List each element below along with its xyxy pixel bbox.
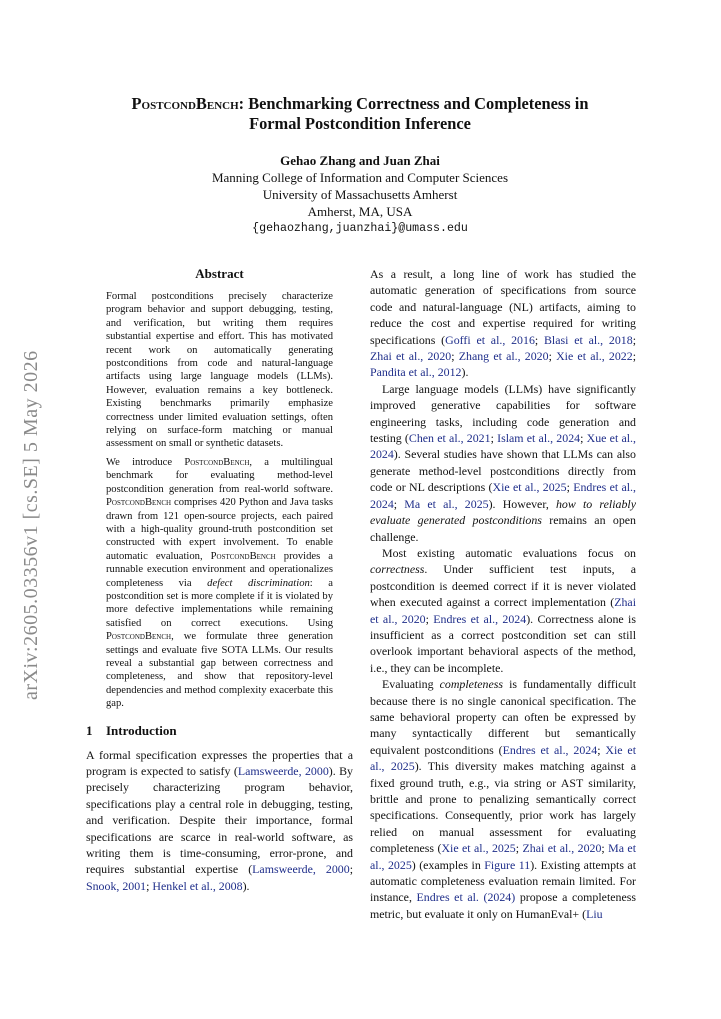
citation-link[interactable]: Endres et al., 2024 <box>502 742 598 757</box>
citation-link[interactable]: Zhai et al., 2020 <box>370 595 636 626</box>
figure-link[interactable]: Figure 11 <box>484 857 531 872</box>
text: A formal specification expresses the properties that a program is expected to satisfy ( <box>86 747 353 778</box>
citation-link[interactable]: Zhai et al., 2020 <box>370 349 452 364</box>
citation-link[interactable]: Ma et al., 2025 <box>404 496 489 511</box>
abstract-heading: Abstract <box>195 266 244 281</box>
benchmark-name: PostcondBench <box>210 550 276 562</box>
citation-link[interactable]: Xie et al., 2025 <box>492 480 567 495</box>
benchmark-name: PostcondBench <box>106 631 172 643</box>
text: propose a completeness metric, but evaluate it only on HumanEval+ ( <box>370 890 637 921</box>
abstract-paragraph-1: Formal postconditions precisely characterize program behavior and support debugging, testing, and verification, but writing them requires substantial expertise and effort. This has motivated recent work on automatically generating postconditions from code and natural-language artifacts using large language models (LLMs). However, evaluation remains a key bottleneck. Existing benchmarks primarily emphasize correctness under limited evaluation settings, often relying on surface-form matching or manual assessment on small or synthetic datasets. <box>106 291 333 450</box>
citation-link[interactable]: Islam et al., 2024 <box>497 431 581 446</box>
text: comprises 420 Python and Java tasks drawn from 121 open-source projects, each paired with a high-quality ground-truth postcondition set constructed with expert involvement. To enable automatic evaluation, <box>106 497 333 562</box>
citation-link[interactable]: Endres et al., 2024 <box>370 480 637 511</box>
citation-link[interactable]: Xie et al., 2025 <box>370 742 637 774</box>
emphasis: defect discrimination <box>207 577 310 589</box>
text: provides a runnable execution environment and operationalizes completeness via <box>106 550 333 589</box>
emphasis: correctness <box>370 562 425 577</box>
benchmark-name: PostcondBench <box>131 94 239 113</box>
paper-title <box>80 94 640 134</box>
emphasis: how to reliably evaluate generated postconditions <box>370 496 636 528</box>
left-column <box>86 266 353 894</box>
right-column <box>370 266 636 922</box>
text: ). By precisely characterizing program behavior, specifications play a central role in debugging, testing, and verification. Despite their importance, formal specifications are scarce in real-world software, as writing them is time-consuming, error-prone, and requires substantial expertise ( <box>86 764 353 877</box>
text: ). However, <box>488 496 556 511</box>
section-number: 1 <box>86 722 93 738</box>
citation-link[interactable]: Xie et al., 2022 <box>556 349 633 364</box>
text: : a postcondition set is more complete if it is violated by more defective implementations while remaining satisfied on correct executions. Using <box>106 577 334 629</box>
authors: Gehao Zhang and Juan Zhai <box>280 153 440 168</box>
intro-paragraph-1: A formal specification expresses the properties that a program is expected to satisfy (Lamsweerde, 2000). By precisely characterizing program behavior, specifications play a central role in debugging, testing, and verification. Despite their importance, formal specifications are scarce in real-world software, as writing them is time-consuming, error-prone, and requires substantial expertise (Lamsweerde, 2000; Snook, 2001; Henkel et al., 2008). <box>86 747 354 893</box>
citation-link[interactable]: Chen et al., 2021 <box>408 431 491 446</box>
text: ). Existing attempts at automatic completeness evaluation remain limited. For instance, <box>370 857 637 905</box>
paper-header <box>80 94 640 237</box>
citation-link[interactable]: Xie et al., 2025 <box>441 841 516 856</box>
text: Most existing automatic evaluations focus on <box>382 545 636 560</box>
citation-link[interactable]: Pandita et al., 2012 <box>370 365 462 380</box>
citation-link[interactable]: Liu <box>586 906 603 921</box>
citation-link[interactable]: Blasi et al., 2018 <box>544 332 633 347</box>
citation-link[interactable]: Endres et al., 2024 <box>433 611 527 626</box>
benchmark-name: PostcondBench <box>184 456 250 468</box>
citation-link[interactable]: Xue et al., 2024 <box>370 431 636 462</box>
abstract-paragraph-2 <box>106 456 333 711</box>
section-heading-introduction <box>86 723 353 739</box>
citation-link[interactable]: Ma et al., 2025 <box>370 841 637 872</box>
text: , a multilingual benchmark for evaluating method-level postcondition generation from real-world software. <box>106 456 334 495</box>
text: is fundamentally difficult because there is no single canonical specification. The same behavioral property can often be expressed by many syntactically different but semantically equivalent postconditions ( <box>370 677 636 757</box>
body-paragraph-1: As a result, a long line of work has studied the automatic generation of specifications from source code and natural-language (NL) artifacts, aiming to reduce the cost and expertise required for writing specifications (Goffi et al., 2016; Blasi et al., 2018; Zhai et al., 2020; Zhang et al., 2020; Xie et al., 2022; Pandita et al., 2012). <box>370 267 637 380</box>
text: ). <box>242 878 250 893</box>
citation-link[interactable]: Zhang et al., 2020 <box>458 349 549 364</box>
affiliation-line1: Manning College of Information and Computer Sciences <box>211 170 509 185</box>
citation-link[interactable]: Lamsweerde, 2000 <box>252 862 350 877</box>
text: , we formulate three generation settings and evaluate five SOTA LLMs. Our results reveal a substantial gap between correctness and completeness, and show that repository-level dependencies and method complexity exacerbate this gap. <box>106 631 333 710</box>
abstract-body <box>106 290 333 711</box>
citation-link[interactable]: Henkel et al., 2008 <box>152 878 243 893</box>
citation-link[interactable]: Goffi et al., 2016 <box>445 332 535 347</box>
text: ). Correctness alone is insufficient as a correct postcondition set can still overlook important behavioral aspects of the method, i.e., they can be incomplete. <box>370 611 636 675</box>
title-line2: Formal Postcondition Inference <box>249 114 471 133</box>
benchmark-name: PostcondBench <box>106 497 172 509</box>
section-title: Introduction <box>106 722 177 738</box>
text: Large language models (LLMs) have significantly improved generative capabilities for software engineering tasks, including code generation and testing ( <box>370 381 636 446</box>
body-paragraph-2: Large language models (LLMs) have significantly improved generative capabilities for software engineering tasks, including code generation and testing (Chen et al., 2021; Islam et al., 2024; Xue et al., 2024). Several studies have shown that LLMs can also generate method-level postconditions directly from code or NL descriptions (Xie et al., 2025; Endres et al., 2024; Ma et al., 2025). However, how to reliably evaluate generated postconditions remains an open challenge. <box>370 381 637 544</box>
body-paragraph-3: Most existing automatic evaluations focus on correctness. Under sufficient test inputs, a postcondition is deemed correct if it is never violated when executed against a correct implementation (Zhai et al., 2020; Endres et al., 2024). Correctness alone is insufficient as a correct postcondition set can still overlook important behavioral aspects of the method, i.e., they can be incomplete. <box>370 545 636 675</box>
emphasis: completeness <box>439 677 504 692</box>
text: Evaluating <box>382 677 440 692</box>
citation-link[interactable]: Zhai et al., 2020 <box>522 841 602 856</box>
text: ). This diversity makes matching against a fixed ground truth, e.g., via string or AST similarity, brittle and prone to penalizing semantically correct specifications. Consequently, prior work has largely relied on manual assessment for evaluating completeness ( <box>370 759 636 856</box>
citation-link[interactable]: Snook, 2001 <box>86 878 147 893</box>
citation-link[interactable]: Lamsweerde, 2000 <box>237 764 329 778</box>
text: As a result, a long line of work has studied the automatic generation of specifications from source code and natural-language (NL) artifacts, aiming to reduce the cost and expertise required for writing specifications ( <box>370 267 636 347</box>
text: We introduce <box>106 456 185 468</box>
text: . Under sufficient test inputs, a postcondition is deemed correct if it is never violated when executed against a correct implementation ( <box>370 562 636 610</box>
affiliation-line2: University of Massachusetts Amherst <box>262 187 458 202</box>
affiliation-line3: Amherst, MA, USA <box>307 204 413 219</box>
text: remains an open challenge. <box>370 513 636 544</box>
arxiv-watermark: arXiv:2605.03356v1 [cs.SE] 5 May 2026 <box>20 350 42 700</box>
body-paragraph-4: Evaluating completeness is fundamentally difficult because there is no single canonical specification. The same behavioral property can often be expressed by many syntactically different but semantically equivalent postconditions (Endres et al., 2024; Xie et al., 2025). This diversity makes matching against a fixed ground truth, e.g., via string or AST similarity, brittle and prone to penalizing semantically correct specifications. Consequently, prior work has largely relied on manual assessment for evaluating completeness (Xie et al., 2025; Zhai et al., 2020; Ma et al., 2025) (examples in Figure 11). Existing attempts at automatic completeness evaluation remain limited. For instance, Endres et al. (2024) propose a completeness metric, but evaluate it only on HumanEval+ (Liu <box>370 677 637 921</box>
text: ) (examples in <box>411 857 485 872</box>
citation-link[interactable]: Endres et al. (2024) <box>416 890 516 905</box>
title-rest: : Benchmarking Correctness and Completeness in <box>238 94 589 113</box>
text: ). Several studies have shown that LLMs can also generate method-level postconditions directly from code or NL descriptions ( <box>370 447 636 495</box>
text: ). <box>461 365 469 380</box>
author-email: {gehaozhang,juanzhai}@umass.edu <box>252 222 468 235</box>
